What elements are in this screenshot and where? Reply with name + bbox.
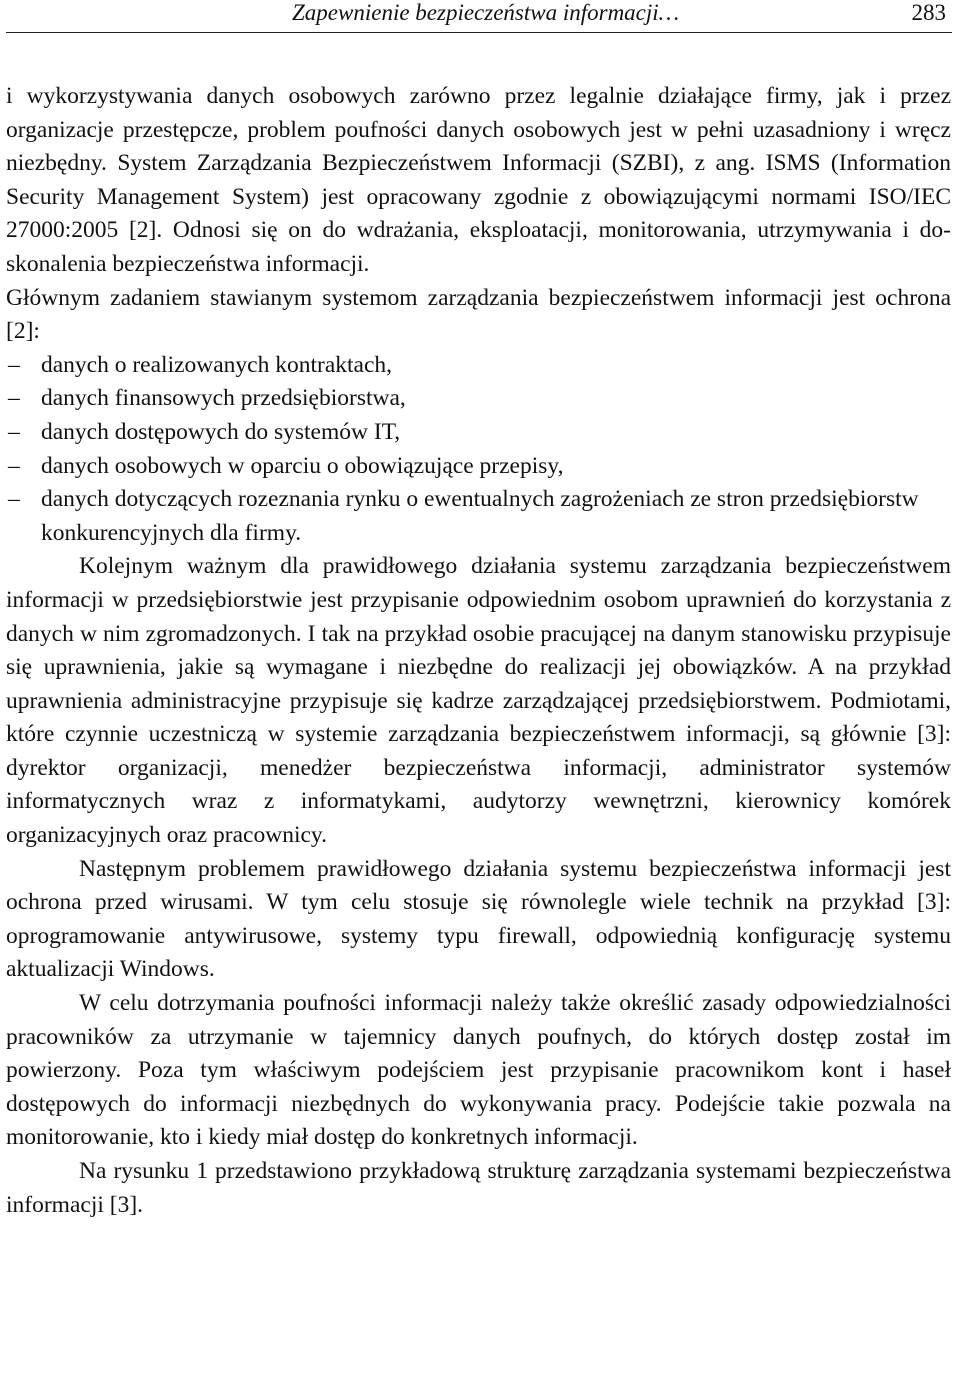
- list-dash: –: [8, 418, 20, 445]
- paragraph-6: Na rysunku 1 przedstawiono przykładową strukturę zarządzania systemami bezpieczeństwa informacji [3].: [6, 1158, 951, 1218]
- list-item: [6, 382, 951, 416]
- list-dash: –: [8, 452, 20, 479]
- paragraph-1: i wykorzystywania danych osobowych zarówno przez legalnie działające firmy, jak i przez organizacje przestępcze, problem poufności danych osobowych jest w pełni uzasadniony i wręcz niezbędny. System Zarządzania Bezpieczeństwem Informacji (SZBI), z ang. ISMS (Information Security Management System) jest opracowany zgodnie z obowiązującymi normami ISO/IEC 27000:2005 [2]. Odnosi się on do wdrażania, eksploatacji, monitorowania, utrzymywania i doskonalenia bezpieczeństwa informacji.: [6, 83, 951, 277]
- list-item: [6, 416, 951, 450]
- list-dash: –: [8, 385, 20, 412]
- list-dash: –: [8, 486, 20, 513]
- list-dash: –: [8, 351, 20, 378]
- page-body: [6, 80, 951, 1222]
- list-item-text: danych dostępowych do systemów IT,: [41, 418, 401, 445]
- list-item-text: danych dotyczących rozeznania rynku o ewentualnych zagrożeniach ze stron przedsiębiorstw konkurencyjnych dla firmy.: [41, 486, 919, 546]
- list-item-text: danych o realizowanych kontraktach,: [41, 351, 393, 378]
- running-header-title: Zapewnienie bezpieczeństwa informacji…: [292, 0, 680, 25]
- page-number: 283: [911, 0, 946, 25]
- paragraph-3: Kolejnym ważnym dla prawidłowego działania systemu zarządzania bezpieczeństwem informacji w przedsiębiorstwie jest przypisanie odpowiednim osobom uprawnień do korzystania z danych w nim zgromadzonych. I tak na przykład osobie pracującej na danym stanowisku przypisuje się uprawnienia, jakie są wymagane i niezbędne do realizacji jej obowiązków. A na przykład uprawnienia administracyjne przypisuje się kadrze zarządzającej przedsiębiorstwem. Podmiotami, które czynnie uczestniczą w systemie zarządzania bezpieczeństwem informacji, są głównie [3]: dyrektor organizacji, menedżer bezpieczeństwa informacji, administrator systemów informatycznych wraz z informatykami, audytorzy wewnętrzni, kierownicy komórek organizacyjnych oraz pracownicy.: [6, 553, 951, 849]
- list-item: [6, 450, 951, 484]
- list-item-text: danych finansowych przedsiębiorstwa,: [41, 385, 406, 412]
- list-item: [6, 483, 951, 550]
- running-header: [6, 0, 952, 33]
- paragraph-4: Następnym problemem prawidłowego działania systemu bezpieczeństwa informacji jest ochrona przed wirusami. W tym celu stosuje się równolegle wiele technik na przykład [3]: oprogramowanie antywirusowe, systemy typu firewall, odpowiednią konfigurację systemu aktualizacji Windows.: [6, 855, 951, 983]
- paragraph-5: W celu dotrzymania poufności informacji należy także określić zasady odpowiedzialności pracowników za utrzymanie w tajemnicy danych poufnych, do których dostęp został im powierzony. Poza tym właściwym podejściem jest przypisanie pracownikom kont i haseł dostępowych do informacji niezbędnych do wykonywania pracy. Podejście takie pozwala na monitorowanie, kto i kiedy miał dostęp do konkretnych informacji.: [6, 990, 951, 1151]
- list-item: [6, 349, 951, 383]
- list-item-text: danych osobowych w oparciu o obowiązujące przepisy,: [41, 452, 564, 479]
- paragraph-2: Głównym zadaniem stawianym systemom zarządzania bezpieczeństwem informacji jest ochrona [2]:: [6, 284, 951, 345]
- protection-list: [6, 349, 951, 551]
